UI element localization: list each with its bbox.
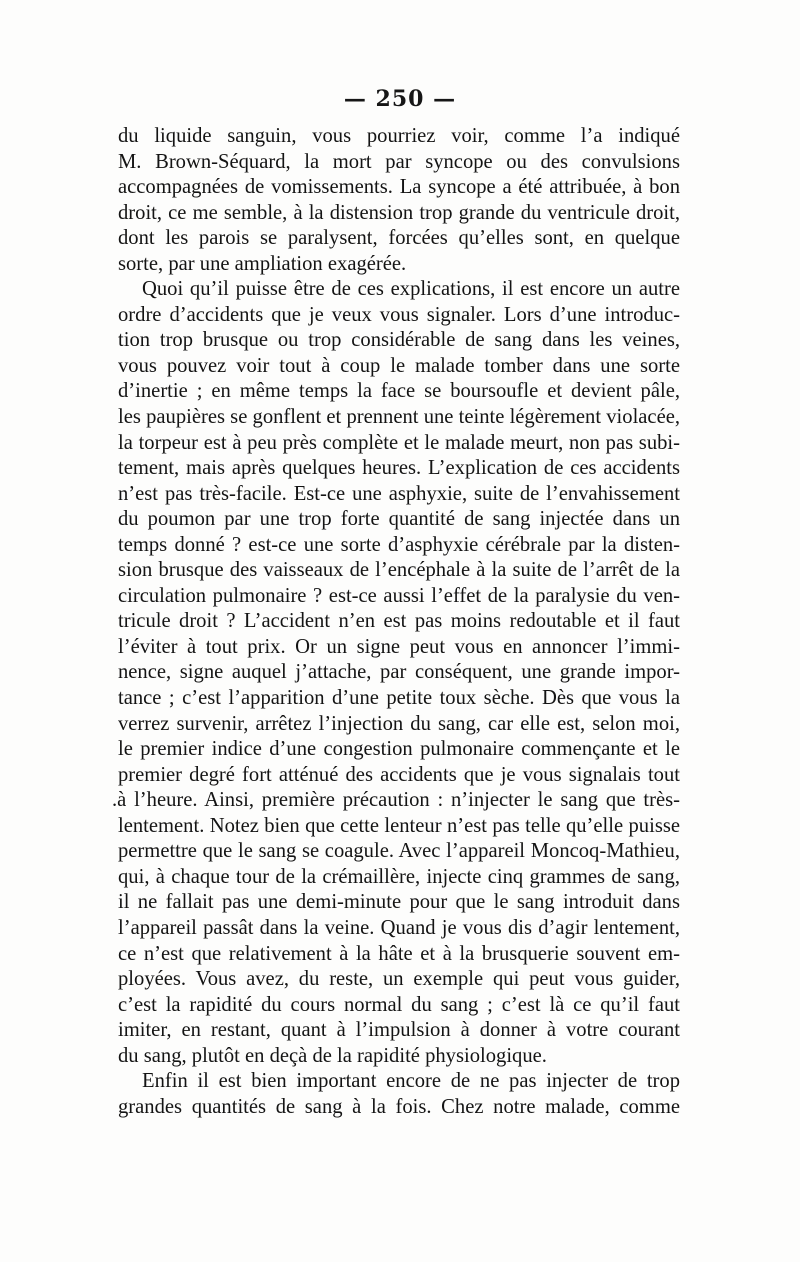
body-text — [112, 124, 680, 1120]
text-line: verrez survenir, arrêtez l’injection du sang, car elle est, selon moi, — [118, 712, 680, 735]
text-line: permettre que le sang se coagule. Avec l’appareil Moncoq-Mathieu, — [118, 840, 680, 863]
text-line: ployées. Vous avez, du reste, un exemple qui peut vous guider, — [118, 968, 680, 991]
text-line: Quoi qu’il puisse être de ces explications, il est encore un autre — [142, 278, 680, 301]
text-line: Enfin il est bien important encore de ne pas injecter de trop — [142, 1070, 680, 1093]
paragraph-3 — [118, 1069, 680, 1120]
text-line: ce n’est que relativement à la hâte et à la brusquerie souvent em- — [118, 942, 680, 965]
text-line: dont les parois se paralysent, forcées qu’elles sont, en quelque — [118, 227, 680, 250]
text-line: tance ; c’est l’apparition d’une petite toux sèche. Dès que vous la — [118, 687, 680, 710]
text-line: lentement. Notez bien que cette lenteur n’est pas telle qu’elle puisse — [118, 814, 680, 837]
text-line: nence, signe auquel j’attache, par conséquent, une grande impor- — [118, 661, 680, 684]
text-line: du sang, plutôt en deçà de la rapidité physiologique. — [118, 1044, 547, 1067]
text-line: ordre d’accidents que je veux vous signaler. Lors d’une introduc- — [118, 303, 680, 326]
text-line: temps donné ? est-ce une sorte d’asphyxie cérébrale par la disten- — [118, 533, 680, 556]
text-line: c’est la rapidité du cours normal du sang ; c’est là ce qu’il faut — [118, 993, 680, 1016]
page-number: — 250 — — [343, 86, 457, 112]
text-line: la torpeur est à peu près complète et le malade meurt, non pas subi- — [118, 431, 680, 454]
text-line: .à l’heure. Ainsi, première précaution : n’injecter le sang que très- — [112, 789, 680, 812]
paragraph-1 — [118, 124, 680, 277]
text-line: tricule droit ? L’accident n’en est pas moins redoutable et il faut — [118, 610, 680, 633]
text-line: les paupières se gonflent et prennent une teinte légèrement violacée, — [118, 406, 680, 429]
text-line: imiter, en restant, quant à l’impulsion à donner à votre courant — [118, 1019, 680, 1042]
text-line: grandes quantités de sang à la fois. Chez notre malade, comme — [118, 1095, 680, 1118]
text-line: tement, mais après quelques heures. L’explication de ces accidents — [118, 457, 680, 480]
text-line: qui, à chaque tour de la crémaillère, injecte cinq grammes de sang, — [118, 865, 680, 888]
text-line: l’appareil passât dans la veine. Quand je vous dis d’agir lentement, — [118, 916, 680, 939]
text-line: n’est pas très-facile. Est-ce une asphyxie, suite de l’envahissement — [118, 482, 680, 505]
text-line: tion trop brusque ou trop considérable de sang dans les veines, — [118, 329, 680, 352]
text-line: premier degré fort atténué des accidents que je vous signalais tout — [118, 763, 680, 786]
text-line: M. Brown-Séquard, la mort par syncope ou des convulsions — [118, 150, 680, 173]
text-line: accompagnées de vomissements. La syncope a été attribuée, à bon — [118, 176, 680, 199]
text-line: du liquide sanguin, vous pourriez voir, comme l’a indiqué — [118, 125, 680, 147]
text-line: du poumon par une trop forte quantité de sang injectée dans un — [118, 508, 680, 531]
text-line: le premier indice d’une congestion pulmonaire commençante et le — [118, 738, 680, 761]
text-line: il ne fallait pas une demi-minute pour que le sang introduit dans — [118, 891, 680, 914]
text-line: vous pouvez voir tout à coup le malade tomber dans une sorte — [118, 354, 680, 377]
text-line: sorte, par une ampliation exagérée. — [118, 252, 407, 275]
text-line: l’éviter à tout prix. Or un signe peut vous en annoncer l’immi- — [118, 635, 680, 658]
text-line: droit, ce me semble, à la distension trop grande du ventricule droit, — [118, 201, 680, 224]
text-line: sion brusque des vaisseaux de l’encéphale à la suite de l’arrêt de la — [118, 559, 680, 582]
text-line: circulation pulmonaire ? est-ce aussi l’effet de la paralysie du ven- — [118, 584, 680, 607]
paragraph-2 — [112, 277, 680, 1069]
text-line: d’inertie ; en même temps la face se boursoufle et devient pâle, — [118, 380, 680, 403]
